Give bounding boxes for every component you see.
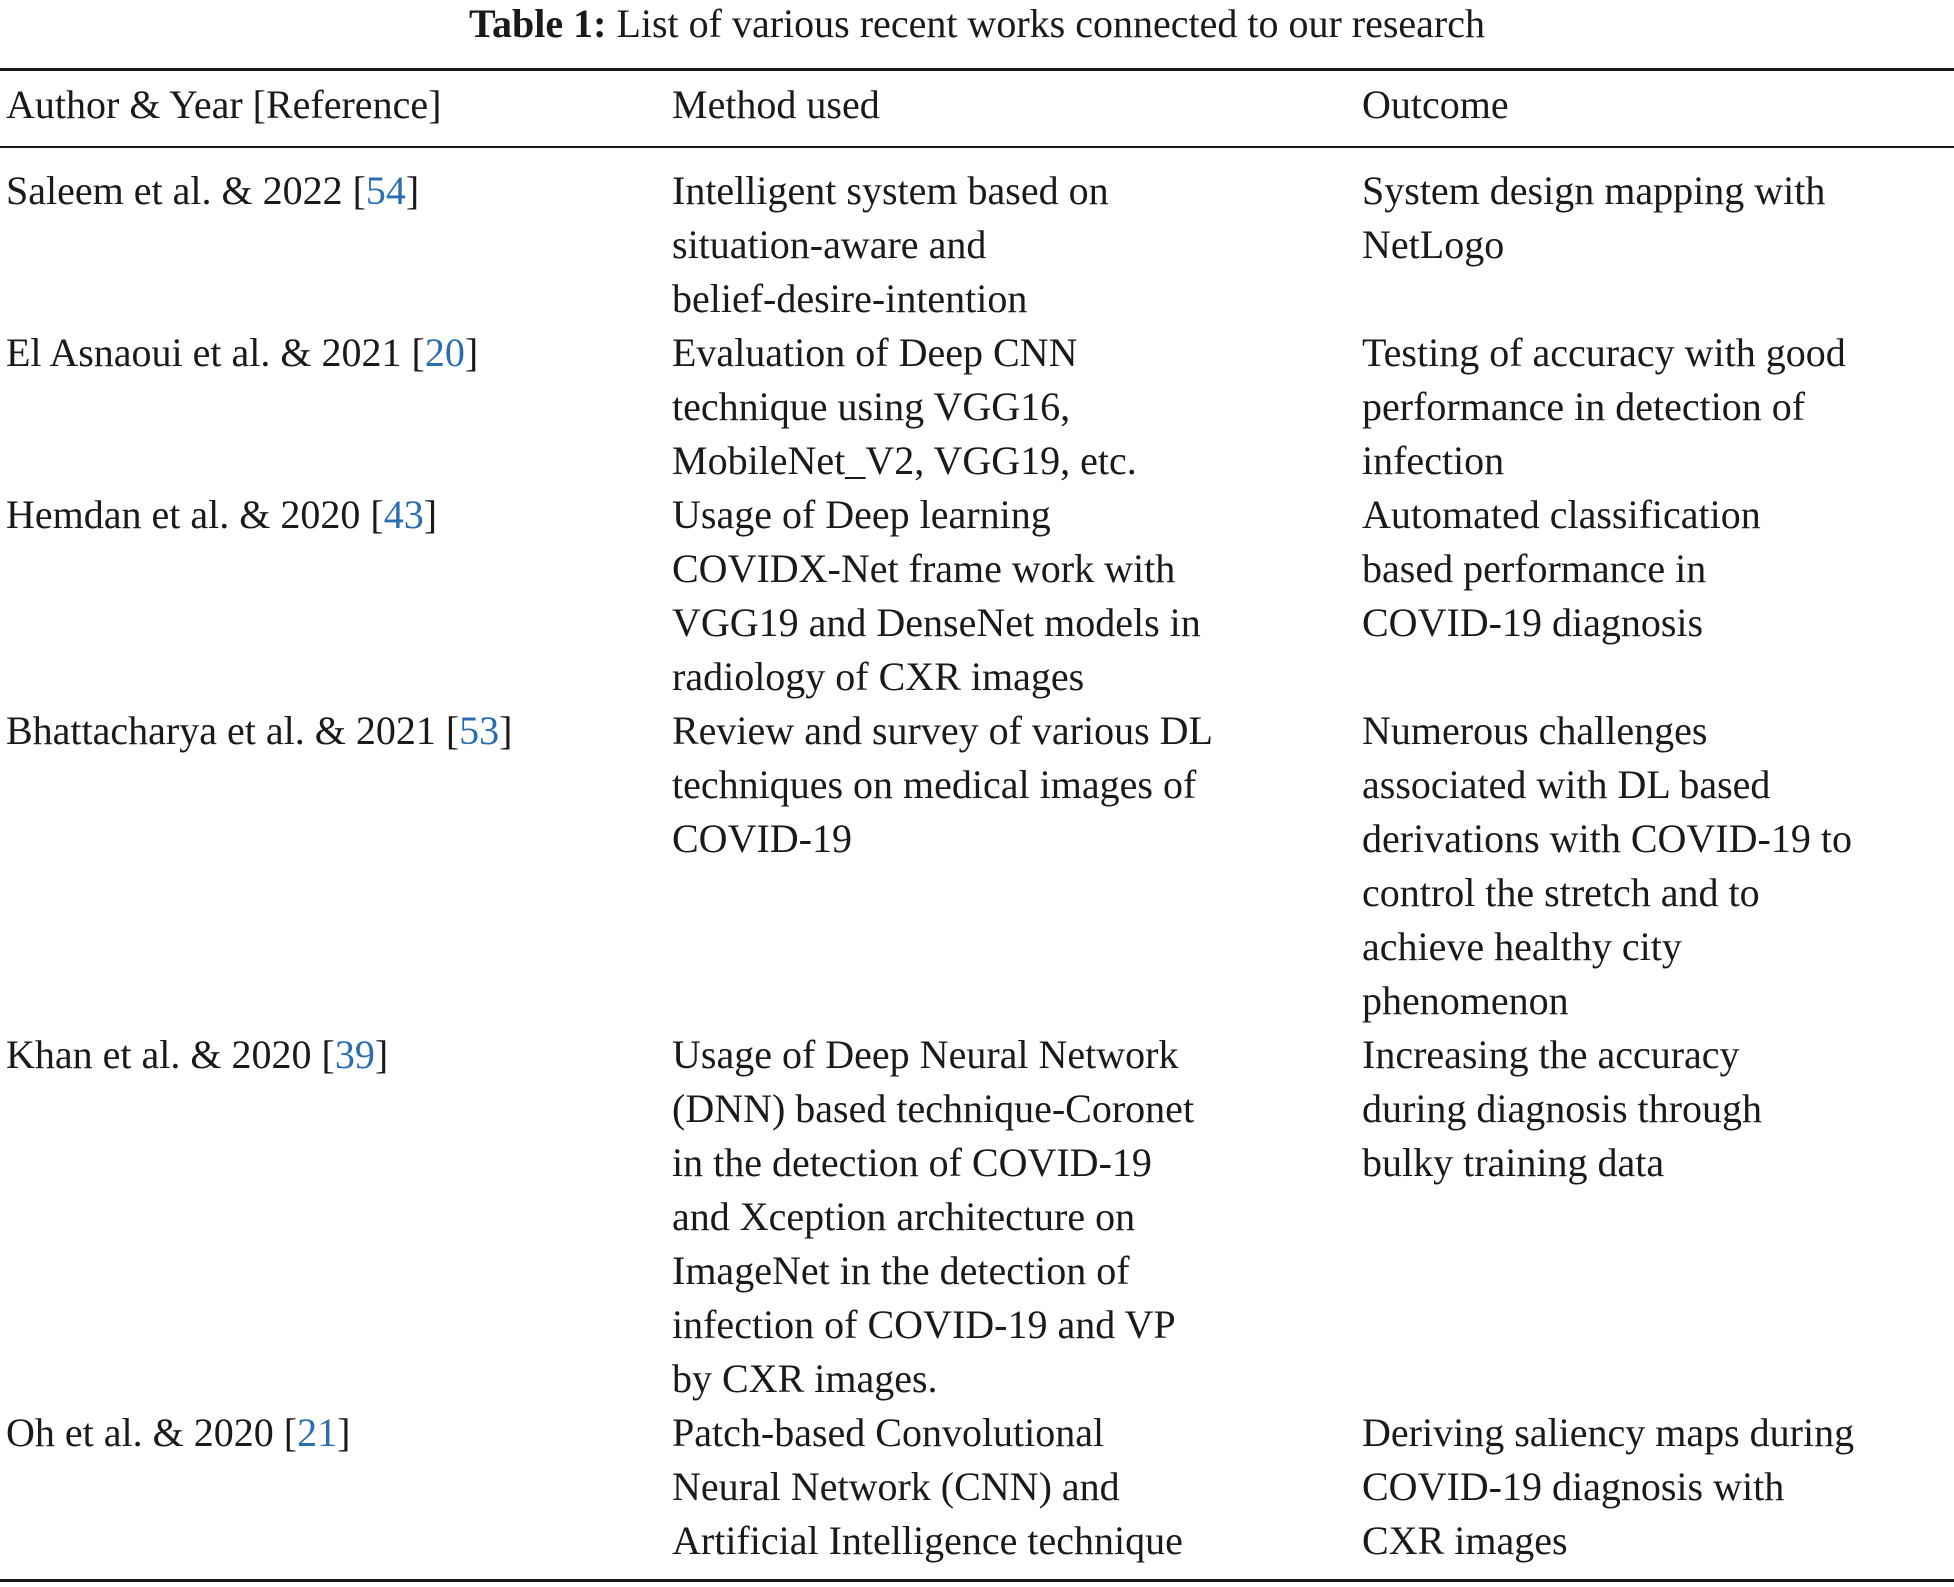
table-body bbox=[0, 164, 1954, 1568]
cell-author bbox=[6, 164, 666, 218]
outcome-line: achieve healthy city bbox=[1362, 924, 1682, 969]
cell-method bbox=[672, 704, 1356, 866]
outcome-line: Automated classification bbox=[1362, 492, 1761, 537]
cell-author bbox=[6, 1028, 666, 1082]
bottom-rule bbox=[0, 1579, 1954, 1582]
cell-outcome bbox=[1362, 1406, 1954, 1568]
reference-link[interactable]: 21 bbox=[297, 1410, 338, 1455]
cell-author bbox=[6, 1406, 666, 1460]
outcome-line: Numerous challenges bbox=[1362, 708, 1708, 753]
method-line: MobileNet_V2, VGG19, etc. bbox=[672, 438, 1137, 483]
header-rule bbox=[0, 146, 1954, 148]
reference-link[interactable]: 43 bbox=[383, 492, 424, 537]
method-line: radiology of CXR images bbox=[672, 654, 1085, 699]
outcome-line: Testing of accuracy with good bbox=[1362, 330, 1846, 375]
reference-link[interactable]: 39 bbox=[334, 1032, 375, 1077]
method-line: Usage of Deep Neural Network bbox=[672, 1032, 1179, 1077]
method-line: Usage of Deep learning bbox=[672, 492, 1051, 537]
method-line: in the detection of COVID-19 bbox=[672, 1140, 1152, 1185]
cell-method bbox=[672, 1028, 1356, 1406]
table-row bbox=[0, 326, 1954, 488]
table-row bbox=[0, 1028, 1954, 1406]
method-line: techniques on medical images of bbox=[672, 762, 1197, 807]
method-line: COVID-19 bbox=[672, 816, 852, 861]
caption-text: List of various recent works connected to our research bbox=[616, 1, 1485, 46]
author-text: Oh et al. & 2020 [ bbox=[6, 1410, 298, 1455]
author-text: Saleem et al. & 2022 [ bbox=[6, 168, 366, 213]
cell-outcome bbox=[1362, 488, 1954, 650]
cell-method bbox=[672, 1406, 1356, 1568]
method-line: and Xception architecture on bbox=[672, 1194, 1136, 1239]
reference-bracket: ] bbox=[464, 330, 479, 375]
method-line: ImageNet in the detection of bbox=[672, 1248, 1130, 1293]
author-text: El Asnaoui et al. & 2021 [ bbox=[6, 330, 425, 375]
outcome-line: bulky training data bbox=[1362, 1140, 1665, 1185]
method-line: infection of COVID-19 and VP bbox=[672, 1302, 1176, 1347]
table-row bbox=[0, 704, 1954, 1028]
author-text: Hemdan et al. & 2020 [ bbox=[6, 492, 384, 537]
reference-bracket: ] bbox=[405, 168, 420, 213]
cell-method bbox=[672, 164, 1356, 326]
header-outcome: Outcome bbox=[1362, 82, 1509, 127]
outcome-line: System design mapping with bbox=[1362, 168, 1826, 213]
table-row bbox=[0, 164, 1954, 326]
outcome-line: control the stretch and to bbox=[1362, 870, 1760, 915]
cell-method bbox=[672, 488, 1356, 704]
outcome-line: based performance in bbox=[1362, 546, 1707, 591]
outcome-line: CXR images bbox=[1362, 1518, 1568, 1563]
author-text: Khan et al. & 2020 [ bbox=[6, 1032, 335, 1077]
cell-author bbox=[6, 488, 666, 542]
outcome-line: phenomenon bbox=[1362, 978, 1569, 1023]
method-line: VGG19 and DenseNet models in bbox=[672, 600, 1201, 645]
method-line: Artificial Intelligence technique bbox=[672, 1518, 1183, 1563]
reference-bracket: ] bbox=[423, 492, 438, 537]
method-line: situation-aware and bbox=[672, 222, 987, 267]
outcome-line: COVID-19 diagnosis bbox=[1362, 600, 1704, 645]
cell-outcome bbox=[1362, 164, 1954, 272]
outcome-line: associated with DL based bbox=[1362, 762, 1771, 807]
cell-author bbox=[6, 326, 666, 380]
method-line: COVIDX-Net frame work with bbox=[672, 546, 1176, 591]
outcome-line: derivations with COVID-19 to bbox=[1362, 816, 1852, 861]
method-line: belief-desire-intention bbox=[672, 276, 1028, 321]
table-caption bbox=[0, 0, 1954, 52]
method-line: Review and survey of various DL bbox=[672, 708, 1213, 753]
table-row bbox=[0, 1406, 1954, 1568]
method-line: Intelligent system based on bbox=[672, 168, 1109, 213]
cell-method bbox=[672, 326, 1356, 488]
outcome-line: Deriving saliency maps during bbox=[1362, 1410, 1855, 1455]
method-line: Patch-based Convolutional bbox=[672, 1410, 1105, 1455]
method-line: technique using VGG16, bbox=[672, 384, 1071, 429]
cell-outcome bbox=[1362, 1028, 1954, 1190]
table-row bbox=[0, 488, 1954, 704]
outcome-line: infection bbox=[1362, 438, 1505, 483]
top-rule bbox=[0, 68, 1954, 71]
header-author: Author & Year [Reference] bbox=[6, 82, 442, 127]
reference-bracket: ] bbox=[374, 1032, 389, 1077]
outcome-line: Increasing the accuracy bbox=[1362, 1032, 1740, 1077]
reference-link[interactable]: 20 bbox=[424, 330, 465, 375]
cell-outcome bbox=[1362, 704, 1954, 1028]
cell-author bbox=[6, 704, 666, 758]
outcome-line: COVID-19 diagnosis with bbox=[1362, 1464, 1785, 1509]
method-line: Evaluation of Deep CNN bbox=[672, 330, 1078, 375]
reference-link[interactable]: 54 bbox=[365, 168, 406, 213]
header-method: Method used bbox=[672, 82, 880, 127]
method-line: by CXR images. bbox=[672, 1356, 938, 1401]
method-line: (DNN) based technique-Coronet bbox=[672, 1086, 1195, 1131]
caption-label: Table 1: bbox=[468, 1, 607, 46]
outcome-line: during diagnosis through bbox=[1362, 1086, 1762, 1131]
reference-bracket: ] bbox=[337, 1410, 351, 1455]
outcome-line: NetLogo bbox=[1362, 222, 1505, 267]
method-line: Neural Network (CNN) and bbox=[672, 1464, 1120, 1509]
outcome-line: performance in detection of bbox=[1362, 384, 1806, 429]
reference-bracket: ] bbox=[499, 708, 513, 753]
author-text: Bhattacharya et al. & 2021 [ bbox=[6, 708, 460, 753]
cell-outcome bbox=[1362, 326, 1954, 488]
reference-link[interactable]: 53 bbox=[459, 708, 500, 753]
